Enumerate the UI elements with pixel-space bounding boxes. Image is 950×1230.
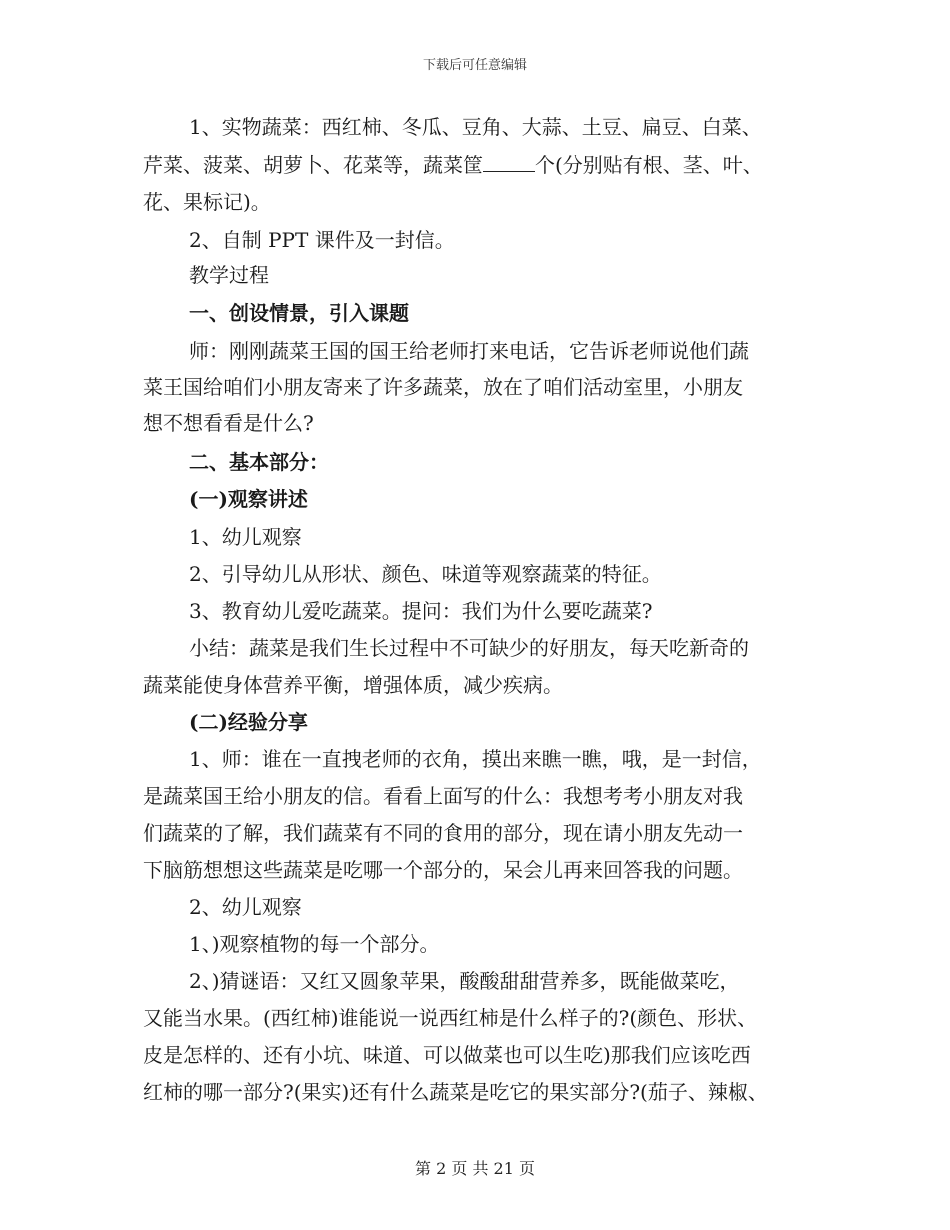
- text-line: 师：刚刚蔬菜王国的国王给老师打来电话，它告诉老师说他们蔬: [189, 339, 749, 363]
- text-line: 又能当水果。(西红柿)谁能说一说西红柿是什么样子的?(颜色、形状、: [143, 1006, 758, 1030]
- text-line: 红柿的哪一部分?(果实)还有什么蔬菜是吃它的果实部分?(茄子、辣椒、: [143, 1080, 768, 1104]
- text-line: 是蔬菜国王给小朋友的信。看看上面写的什么：我想考考小朋友对我: [143, 784, 743, 808]
- text-line: 2、幼儿观察: [189, 895, 302, 919]
- text-line: 蔬菜能使身体营养平衡，增强体质，减少疾病。: [143, 673, 563, 697]
- text-line: 1、实物蔬菜：西红柿、冬瓜、豆角、大蒜、土豆、扁豆、白菜、: [189, 115, 762, 139]
- page-number: 第 2 页 共 21 页: [415, 1159, 535, 1178]
- text-line: 想不想看看是什么?: [143, 411, 314, 435]
- text-line: 2、自制 PPT 课件及一封信。: [189, 228, 455, 252]
- text-line: 2、)猜谜语：又红又圆象苹果，酸酸甜甜营养多，既能做菜吃，: [189, 969, 740, 993]
- fill-blank: [483, 153, 535, 172]
- text-line: 教学过程: [189, 263, 269, 287]
- text-line: 1、幼儿观察: [189, 525, 302, 549]
- text-line: [143, 152, 763, 178]
- subsection-heading: (一)观察讲述: [189, 487, 308, 511]
- text-line: 皮是怎样的、还有小坑、味道、可以做菜也可以生吃)那我们应该吃西: [143, 1043, 751, 1067]
- text-line: 3、教育幼儿爱吃蔬菜。提问：我们为什么要吃蔬菜?: [189, 599, 653, 623]
- text-line: 花、果标记)。: [143, 190, 271, 214]
- text-line: 小结：蔬菜是我们生长过程中不可缺少的好朋友，每天吃新奇的: [189, 636, 749, 660]
- text-line: 们蔬菜的了解，我们蔬菜有不同的食用的部分，现在请小朋友先动一: [143, 821, 743, 845]
- section-heading: 一、创设情景，引入课题: [189, 301, 409, 325]
- text-line: 2、引导幼儿从形状、颜色、味道等观察蔬菜的特征。: [189, 562, 662, 586]
- section-heading: 二、基本部分：: [189, 450, 329, 474]
- text-line: 下脑筋想想这些蔬菜是吃哪一个部分的，呆会儿再来回答我的问题。: [143, 858, 743, 882]
- text-line: 菜王国给咱们小朋友寄来了许多蔬菜，放在了咱们活动室里，小朋友: [143, 375, 743, 399]
- page-header: 下载后可任意编辑: [422, 58, 527, 73]
- subsection-heading: (二)经验分享: [189, 710, 308, 734]
- text-segment: 个(分别贴有根、茎、叶、: [535, 153, 763, 177]
- text-line: 1、师：谁在一直拽老师的衣角，摸出来瞧一瞧，哦，是一封信，: [189, 747, 762, 771]
- text-segment: 芹菜、菠菜、胡萝卜、花菜等，蔬菜筐: [143, 153, 483, 177]
- text-line: 1、)观察植物的每一个部分。: [189, 932, 440, 956]
